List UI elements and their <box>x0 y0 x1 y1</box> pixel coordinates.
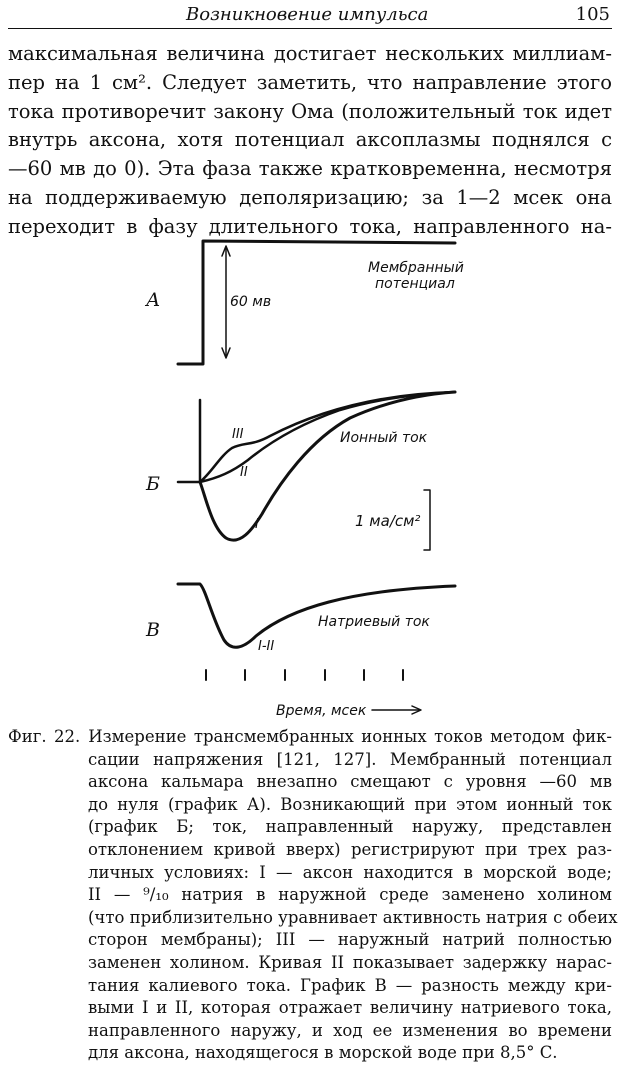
curve-label-ii: II <box>240 465 248 480</box>
caption-line: направленного наружу, и ход ее изменения во времени <box>88 1020 612 1040</box>
time-axis-label: Время, мсек <box>276 703 367 718</box>
body-line: внутрь аксона, хотя потенциал аксоплазмы поднялся с <box>8 128 612 152</box>
ionic-current-label: Ионный ток <box>340 430 428 446</box>
caption-line <box>8 726 612 749</box>
caption-line: сторон мембраны); III — наружный натрий полностью <box>88 930 612 950</box>
curve-label-i-ii: I-II <box>258 639 275 654</box>
caption-line: тания калиевого тока. График В — разность между кри- <box>88 975 612 995</box>
caption-line: II — ⁹/₁₀ натрия в наружной среде заменено холином <box>88 885 612 905</box>
caption-line: выми I и II, которая отражает величину натриевого тока, <box>88 998 612 1018</box>
body-line: пер на 1 см². Следует заметить, что направление этого <box>8 70 612 94</box>
membrane-label-2: потенциал <box>375 276 455 292</box>
caption-line-text: Измерение трансмембранных ионных токов методом фик- <box>88 727 612 746</box>
panel-c-letter: В <box>146 619 160 641</box>
body-line: максимальная величина достигает нескольких миллиам- <box>8 42 612 65</box>
figure-drawing <box>0 228 620 718</box>
caption-figure-label: Фиг. 22. <box>8 727 81 746</box>
panel-a-letter: А <box>146 289 161 311</box>
figure-caption <box>8 726 618 1065</box>
curve-label-i: I <box>255 517 259 532</box>
panel-b-letter: Б <box>146 473 160 495</box>
caption-line: до нуля (график А). Возникающий при этом ионный ток <box>88 794 612 814</box>
sodium-current-label: Натриевый ток <box>318 614 430 630</box>
running-header <box>8 2 612 29</box>
current-scale-label: 1 ма/см² <box>355 512 421 530</box>
caption-line: сации напряжения [121, 127]. Мембранный потенциал <box>88 749 612 769</box>
body-line: на поддерживаемую деполяризацию; за 1—2 мсек она <box>8 185 612 209</box>
current-scale-bracket <box>424 490 430 550</box>
membrane-label-1: Мембранный <box>368 260 464 276</box>
caption-line: заменен холином. Кривая II показывает задержку нарас- <box>88 952 612 972</box>
caption-line: аксона кальмара внезапно смещают с уровня —60 мв <box>88 772 612 792</box>
curve-label-iii: III <box>232 427 244 442</box>
body-line: —60 мв до 0). Эта фаза также кратковременна, несмотря <box>8 157 612 181</box>
caption-line: (что приблизительно уравнивает активность натрия с обеих <box>88 907 618 927</box>
body-paragraph <box>8 40 612 242</box>
page-number: 105 <box>575 4 610 25</box>
running-title: Возникновение импульса <box>186 4 429 25</box>
ionic-current-axis <box>178 400 200 482</box>
body-line: тока противоречит закону Ома (положительный ток идет <box>8 99 612 123</box>
caption-line: личных условиях: I — аксон находится в морской воде; <box>88 862 612 882</box>
caption-line: (график Б; ток, направленный наружу, представлен <box>88 817 612 837</box>
figure-22 <box>0 228 620 718</box>
potential-scale-label: 60 мв <box>230 294 272 310</box>
caption-line: отклонением кривой вверх) регистрируют при трех раз- <box>88 839 612 859</box>
body-line: переходит в фазу длительного тока, направленного на- <box>8 214 612 238</box>
caption-line: для аксона, находящегося в морской воде при 8,5° С. <box>88 1043 558 1063</box>
